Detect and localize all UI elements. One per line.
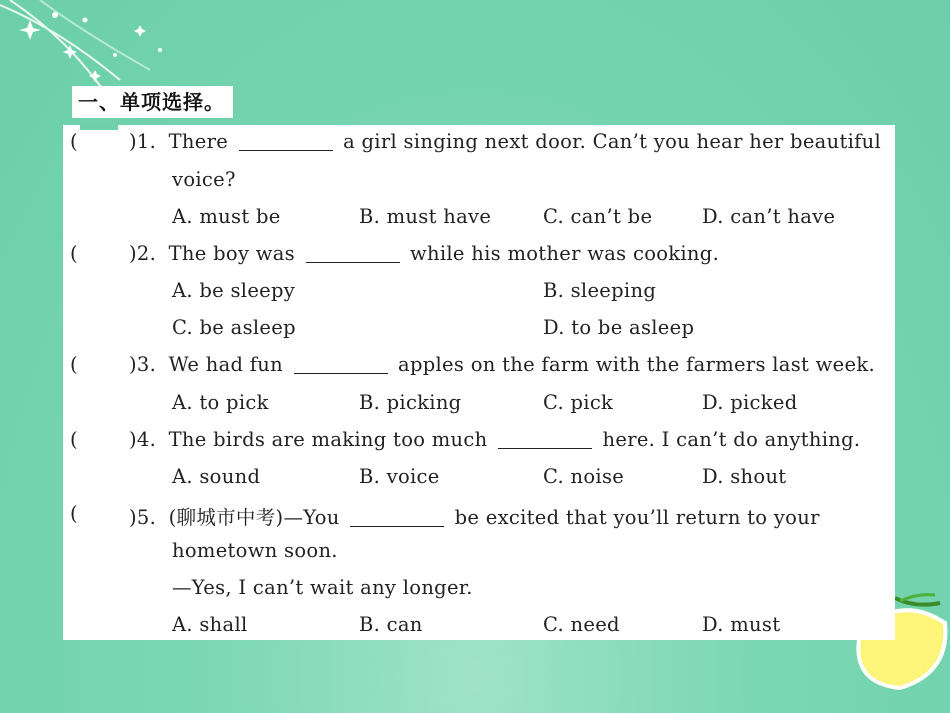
stem-text: The birds are making too much: [168, 428, 488, 451]
option-d: D. can’t have: [702, 205, 836, 228]
option-c: C. pick: [543, 391, 614, 414]
stem-text: The boy was: [168, 242, 295, 265]
answer-paren: (: [70, 428, 78, 451]
option-d: D. picked: [702, 391, 798, 414]
stem-text: We had fun: [168, 353, 284, 376]
question-number: )5.: [129, 506, 157, 529]
option-c: C. noise: [543, 465, 625, 488]
stem-text: There: [168, 130, 229, 153]
stem-text: while his mother was cooking.: [410, 242, 720, 265]
panel-notch: [80, 124, 118, 130]
option-a: A. to pick: [172, 391, 269, 414]
answer-paren: (: [70, 130, 78, 153]
answer-paren: (: [70, 242, 78, 265]
question-5-reply: —Yes, I can’t wait any longer.: [172, 576, 473, 599]
question-5-stem: [129, 502, 820, 530]
question-number: )2.: [129, 242, 157, 265]
option-a: A. shall: [172, 613, 248, 636]
answer-blank: [306, 244, 400, 263]
section-heading: 一、单项选择。: [72, 86, 233, 118]
answer-blank: [239, 132, 333, 151]
option-d: D. shout: [702, 465, 787, 488]
question-number: )3.: [129, 353, 157, 376]
option-b: B. sleeping: [543, 279, 657, 302]
stem-text: here. I can’t do anything.: [602, 428, 861, 451]
option-b: B. picking: [359, 391, 462, 414]
question-4-stem: [129, 428, 860, 451]
question-2-stem: [129, 242, 719, 265]
question-1-stem-cont: voice?: [172, 168, 236, 191]
question-1-stem: [129, 130, 881, 153]
stem-text: a girl singing next door. Can’t you hear her beautiful: [343, 130, 882, 153]
answer-paren: (: [70, 353, 78, 376]
question-number: )1.: [129, 130, 157, 153]
question-3-stem: [129, 353, 875, 376]
stem-text: apples on the farm with the farmers last week.: [398, 353, 875, 376]
option-a: A. sound: [172, 465, 261, 488]
option-b: B. can: [359, 613, 423, 636]
option-d: D. to be asleep: [543, 316, 695, 339]
option-a: A. must be: [172, 205, 281, 228]
question-5-stem-cont: hometown soon.: [172, 539, 338, 562]
question-panel: [63, 125, 895, 640]
option-c: C. need: [543, 613, 620, 636]
answer-paren: (: [70, 502, 78, 525]
option-a: A. be sleepy: [172, 279, 296, 302]
stem-text: be excited that you’ll return to your: [454, 506, 820, 529]
answer-blank: [350, 508, 444, 527]
answer-blank: [294, 355, 388, 374]
option-b: B. must have: [359, 205, 492, 228]
question-number: )4.: [129, 428, 157, 451]
stem-text: (聊城市中考)—You: [168, 506, 340, 529]
option-d: D. must: [702, 613, 781, 636]
option-b: B. voice: [359, 465, 440, 488]
option-c: C. be asleep: [172, 316, 296, 339]
answer-blank: [498, 430, 592, 449]
option-c: C. can’t be: [543, 205, 653, 228]
